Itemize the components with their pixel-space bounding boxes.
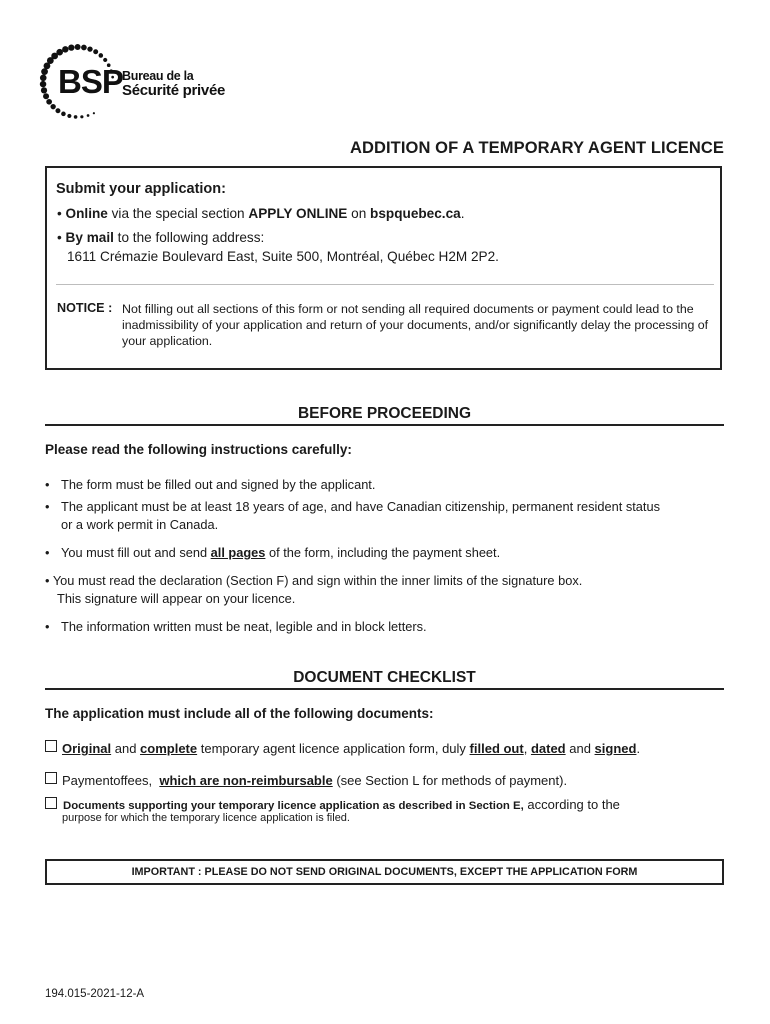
instruction-item bbox=[45, 476, 725, 494]
mail-text: to the following address: bbox=[113, 230, 265, 245]
page-title: ADDITION OF A TEMPORARY AGENT LICENCE bbox=[349, 139, 724, 157]
logo-dot bbox=[93, 112, 95, 114]
instruction-item bbox=[45, 544, 725, 562]
checklist-item-application-form bbox=[62, 741, 640, 756]
checklist-item-payment bbox=[62, 773, 567, 788]
text: . bbox=[636, 741, 641, 756]
important-notice: IMPORTANT : PLEASE DO NOT SEND ORIGINAL DOCUMENTS, EXCEPT THE APPLICATION FORM bbox=[45, 859, 724, 885]
logo-dot bbox=[68, 45, 74, 51]
text: (see Section L for methods of payment). bbox=[332, 773, 568, 788]
submit-online-line bbox=[57, 206, 464, 221]
bullet: • bbox=[45, 619, 50, 634]
logo-dot bbox=[41, 87, 47, 93]
online-text-2: on bbox=[347, 206, 371, 221]
form-code: 194.015-2021-12-A bbox=[45, 988, 145, 1000]
logo-dot bbox=[62, 46, 68, 52]
logo-dot bbox=[81, 45, 87, 51]
logo-line-1: Bureau de la bbox=[122, 69, 194, 83]
instruction-text: You must fill out and send bbox=[61, 545, 211, 560]
text: according to the bbox=[523, 797, 620, 812]
submit-heading: Submit your application: bbox=[56, 181, 226, 197]
logo-dot bbox=[67, 114, 71, 118]
emphasis: Documents supporting your temporary licence application as described in Section E, bbox=[63, 800, 524, 812]
notice-label: NOTICE : bbox=[57, 301, 113, 315]
instruction-item bbox=[45, 498, 725, 534]
emphasis: Original bbox=[62, 741, 112, 756]
logo-dot bbox=[80, 115, 83, 118]
checkbox-payment[interactable] bbox=[45, 772, 57, 784]
bsp-logo bbox=[38, 44, 238, 124]
bullet: • bbox=[45, 545, 50, 560]
instruction-text: of the form, including the payment sheet. bbox=[265, 545, 501, 560]
document-checklist-heading: DOCUMENT CHECKLIST bbox=[293, 669, 476, 686]
logo-dot bbox=[74, 115, 78, 119]
bullet: • bbox=[57, 230, 62, 245]
text: and bbox=[111, 741, 141, 756]
checklist-subheading: The application must include all of the following documents: bbox=[45, 706, 434, 721]
bullet: • bbox=[45, 499, 50, 514]
text: temporary agent licence application form, duly bbox=[197, 741, 470, 756]
mailing-address: 1611 Crémazie Boulevard East, Suite 500, Montréal, Québec H2M 2P2. bbox=[67, 249, 499, 264]
instruction-text-continued: This signature will appear on your licence. bbox=[57, 591, 296, 606]
logo-dot bbox=[50, 104, 55, 109]
instruction-text: The information written must be neat, legible and in block letters. bbox=[61, 619, 427, 634]
text: Paymentoffees, bbox=[62, 773, 156, 788]
submit-mail-line bbox=[57, 230, 264, 245]
emphasis: filled out bbox=[469, 741, 524, 756]
logo-dot bbox=[75, 44, 81, 50]
bullet: • bbox=[45, 477, 50, 492]
instructions-subheading: Please read the following instructions carefully: bbox=[45, 442, 352, 457]
instruction-text: The applicant must be at least 18 years of age, and have Canadian citizenship, permanent resident status bbox=[61, 499, 660, 514]
bullet: • bbox=[45, 573, 50, 588]
logo-dot bbox=[87, 114, 90, 117]
checkbox-original-form[interactable] bbox=[45, 740, 57, 752]
supporting-documents-note: purpose for which the temporary licence application is filed. bbox=[62, 812, 350, 824]
instruction-item bbox=[45, 572, 725, 608]
bullet: • bbox=[57, 206, 62, 221]
online-label: Online bbox=[65, 206, 108, 221]
before-proceeding-heading: BEFORE PROCEEDING bbox=[297, 405, 472, 422]
instruction-text: You must read the declaration (Section F) and sign within the inner limits of the signature box. bbox=[52, 573, 583, 588]
logo-dot bbox=[41, 68, 48, 75]
apply-online-section: APPLY ONLINE bbox=[248, 206, 348, 221]
checkbox-supporting-documents[interactable] bbox=[45, 797, 57, 809]
logo-dot bbox=[61, 112, 66, 117]
emphasis: which are non-reimbursable bbox=[159, 773, 333, 788]
logo-dot bbox=[87, 46, 92, 51]
logo-line-2: Sécurité privée bbox=[122, 82, 226, 99]
checklist-item-supporting-documents bbox=[63, 797, 620, 812]
text: and bbox=[565, 741, 595, 756]
emphasis: signed bbox=[594, 741, 637, 756]
logo-dot bbox=[43, 93, 49, 99]
online-text-1: via the special section bbox=[107, 206, 249, 221]
section-rule bbox=[45, 424, 724, 426]
logo-acronym: BSP bbox=[58, 63, 123, 100]
logo-dot bbox=[93, 49, 98, 54]
logo-dot bbox=[40, 81, 46, 87]
instruction-text-continued: or a work permit in Canada. bbox=[61, 517, 219, 532]
emphasis: dated bbox=[530, 741, 566, 756]
mail-label: By mail bbox=[65, 230, 114, 245]
logo-dot bbox=[56, 49, 63, 56]
instruction-text: The form must be filled out and signed by the applicant. bbox=[61, 477, 376, 492]
emphasis: complete bbox=[140, 741, 198, 756]
logo-dot bbox=[40, 75, 47, 82]
section-rule bbox=[45, 688, 724, 690]
logo-dot bbox=[46, 99, 52, 105]
website-link[interactable]: bspquebec.ca bbox=[370, 206, 461, 221]
instruction-item bbox=[45, 618, 725, 636]
logo-dot bbox=[99, 53, 104, 58]
logo-dot bbox=[103, 58, 107, 62]
online-end: . bbox=[460, 206, 465, 221]
logo-dot bbox=[55, 108, 60, 113]
divider bbox=[56, 284, 714, 285]
all-pages-emphasis: all pages bbox=[210, 545, 266, 560]
notice-text: Not filling out all sections of this form or not sending all required documents or payment could lead to the inadmissibility of your application and return of your documents, and/or significantly delay the processing of your application. bbox=[122, 302, 709, 348]
text: , bbox=[523, 741, 531, 756]
